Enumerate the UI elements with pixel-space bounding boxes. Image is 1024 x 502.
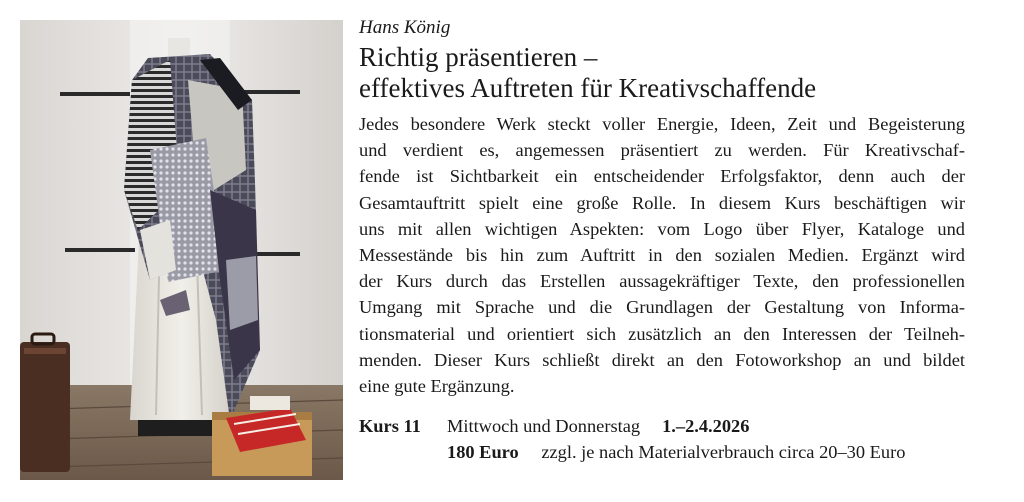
body-line: fende ist Sichtbarkeit ein entscheidender Erfolgsfaktor, denn auch der: [359, 166, 965, 187]
body-line: tionsmaterial und orientiert sich zusätzlich an den Interessen der Teilneh-: [359, 323, 965, 344]
body-line: der Kurs durch das Erstellen aussagekräftiger Texte, den professionellen: [359, 271, 965, 292]
body-line: und verdient es, angemessen präsentiert zu werden. Für Kreativschaf-: [359, 140, 965, 161]
garment-photo-illustration: [20, 20, 343, 480]
body-line: Jedes besondere Werk steckt voller Energie, Ideen, Zeit und Begeisterung: [359, 114, 965, 134]
course-schedule: [359, 413, 965, 439]
article-title: [359, 42, 965, 104]
body-line: Messestände bis hin zum Auftritt in den sozialen Medien. Ergänzt wird: [359, 245, 965, 266]
course-price-note: zzgl. je nach Materialverbrauch circa 20–30 Euro: [541, 442, 906, 463]
body-line: Gesamtauftritt spielt eine große Rolle. In diesem Kurs beschäftigen wir: [359, 192, 965, 213]
article-body: [359, 111, 965, 399]
course-dates: 1.–2.4.2026: [662, 416, 750, 437]
body-line: uns mit allen wichtigen Aspekten: vom Logo über Flyer, Kataloge und: [359, 218, 965, 239]
course-pricing: [359, 439, 965, 465]
course-info: [359, 413, 965, 465]
course-price: 180 Euro: [447, 442, 519, 463]
body-line: eine gute Ergänzung.: [359, 376, 515, 397]
course-days: Mittwoch und Donnerstag: [447, 416, 641, 437]
course-number: Kurs 11: [359, 416, 421, 437]
article-photo: [20, 20, 343, 480]
body-line: menden. Dieser Kurs schließt direkt an den Fotoworkshop an und bildet: [359, 349, 965, 370]
title-line: Richtig präsentieren –: [359, 42, 598, 72]
article-text: [359, 16, 965, 465]
title-line: effektives Auftreten für Kreativschaffende: [359, 73, 817, 103]
body-line: Umgang mit Sprache und die Grundlagen der Gestaltung von Informa-: [359, 297, 965, 318]
author-name: Hans König: [359, 17, 451, 38]
